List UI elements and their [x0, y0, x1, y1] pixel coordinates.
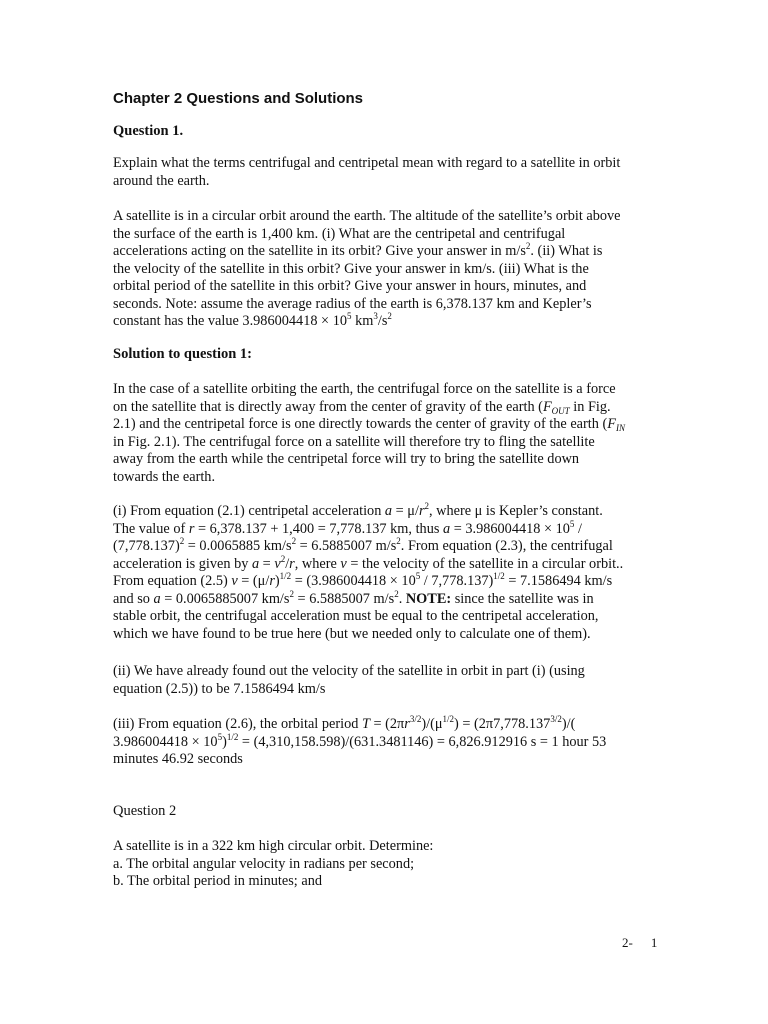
- text-line: constant has the value $3.986004418 \times 10^5$ $km^3/s^2$: [113, 311, 392, 329]
- text-line: b. The orbital period in minutes; and: [113, 873, 322, 889]
- question-1-heading: Question 1.: [113, 123, 184, 139]
- chapter-number: 2-: [622, 935, 633, 950]
- solution-1-heading: Solution to question 1:: [113, 346, 252, 362]
- text-line: A satellite is in a 322 km high circular orbit. Determine:: [113, 838, 434, 854]
- text-line: A satellite is in a circular orbit around the earth. The altitude of the satellite’s orbit above: [113, 208, 621, 224]
- text-line: The value of r = 6,378.137 + 1,400 = 7,778.137 km, thus $a = 3.986004418 \times 10^5$ /: [113, 518, 582, 537]
- chapter-title: Chapter 2 Questions and Solutions: [113, 90, 364, 107]
- text-line: the surface of the earth is 1,400 km. (i) What are the centripetal and centrifugal: [113, 225, 566, 242]
- text-line: which we have found to be true here (but we needed only to calculate one of them).: [113, 625, 591, 642]
- page-footer: [622, 935, 657, 951]
- text-line: the velocity of the satellite in this orbit? Give your answer in km/s. (iii) What is the: [113, 260, 589, 277]
- text-line: accelerations acting on the satellite in its orbit? Give your answer in $m/s^2$. (ii) What is: [113, 241, 603, 259]
- text-line: on the satellite that is directly away from the center of gravity of the earth ($F_{OUT}$ in Fig.: [113, 398, 611, 416]
- question-1-intro: [113, 155, 663, 190]
- solution-1-part-i: [113, 503, 663, 643]
- question-2-heading: Question 2: [113, 803, 177, 819]
- text-line: minutes 46.92 seconds: [113, 751, 243, 767]
- text-line: $(7,778.137)^2 = 0.0065885$ $km/s^2 = 6.5885007$ $m/s^2$. From equation (2.3), the centrifugal: [113, 536, 613, 554]
- text-line: equation (2.5)) to be 7.1586494 km/s: [113, 680, 326, 697]
- note-label: NOTE:: [405, 590, 452, 607]
- text-line: In the case of a satellite orbiting the earth, the centrifugal force on the satellite is a force: [113, 381, 616, 397]
- solution-1-part-iii: [113, 716, 663, 769]
- text-line: stable orbit, the centrifugal acceleration must be equal to the centripetal acceleration,: [113, 608, 599, 624]
- text-line: From equation (2.5) $v = (\mu/r)^{1/2} = (3.986004418 \times 10^5 / 7,778.137)^{1/2} = 7.1586494$ km/s: [113, 571, 613, 589]
- text-line: and so a = 0.0065885007 $km/s^2 = 6.5885007$ $m/s^2$. NOTE: since the satellite was in: [113, 588, 594, 607]
- text-line: Explain what the terms centrifugal and centripetal mean with regard to a satellite in orbit: [113, 155, 621, 171]
- question-1-body: [113, 208, 663, 331]
- text-line: acceleration is given by $a = v^2/r$, where v = the velocity of the satellite in a circular orbit..: [113, 553, 624, 572]
- text-line: (i) From equation (2.1) centripetal acceleration $a = \mu/r^2$, where μ is Kepler’s constant.: [113, 501, 603, 519]
- text-line: around the earth.: [113, 172, 210, 189]
- text-line: orbital period of the satellite in this orbit? Give your answer in hours, minutes, and: [113, 278, 587, 294]
- question-2-body: [113, 838, 663, 891]
- solution-1-part-ii: [113, 663, 663, 698]
- text-line: in Fig. 2.1). The centrifugal force on a satellite will therefore try to fling the satellite: [113, 433, 595, 450]
- text-line: (iii) From equation (2.6), the orbital period $T = (2\pi r^{3/2})/(\mu^{1/2}) = (2\pi 7,778.137^{3/2})/$(: [113, 714, 576, 732]
- text-line: away from the earth while the centripetal force will try to bring the satellite down: [113, 451, 580, 467]
- solution-1-explanation: [113, 381, 663, 486]
- text-line: 2.1) and the centripetal force is one directly towards the center of gravity of the earth ($F_{IN}$: [113, 416, 625, 433]
- text-line: $3.986004418 \times 10^5)^{1/2} = (4,310,158.598)/(631.3481146) = 6,826.912916$ s = 1 hour 53: [113, 731, 607, 750]
- text-line: (ii) We have already found out the velocity of the satellite in orbit in part (i) (using: [113, 663, 585, 679]
- text-line: towards the earth.: [113, 468, 216, 485]
- text-line: seconds. Note: assume the average radius of the earth is 6,378.137 km and Kepler’s: [113, 295, 592, 312]
- page-number: 1: [650, 935, 658, 950]
- text-line: a. The orbital angular velocity in radians per second;: [113, 855, 415, 872]
